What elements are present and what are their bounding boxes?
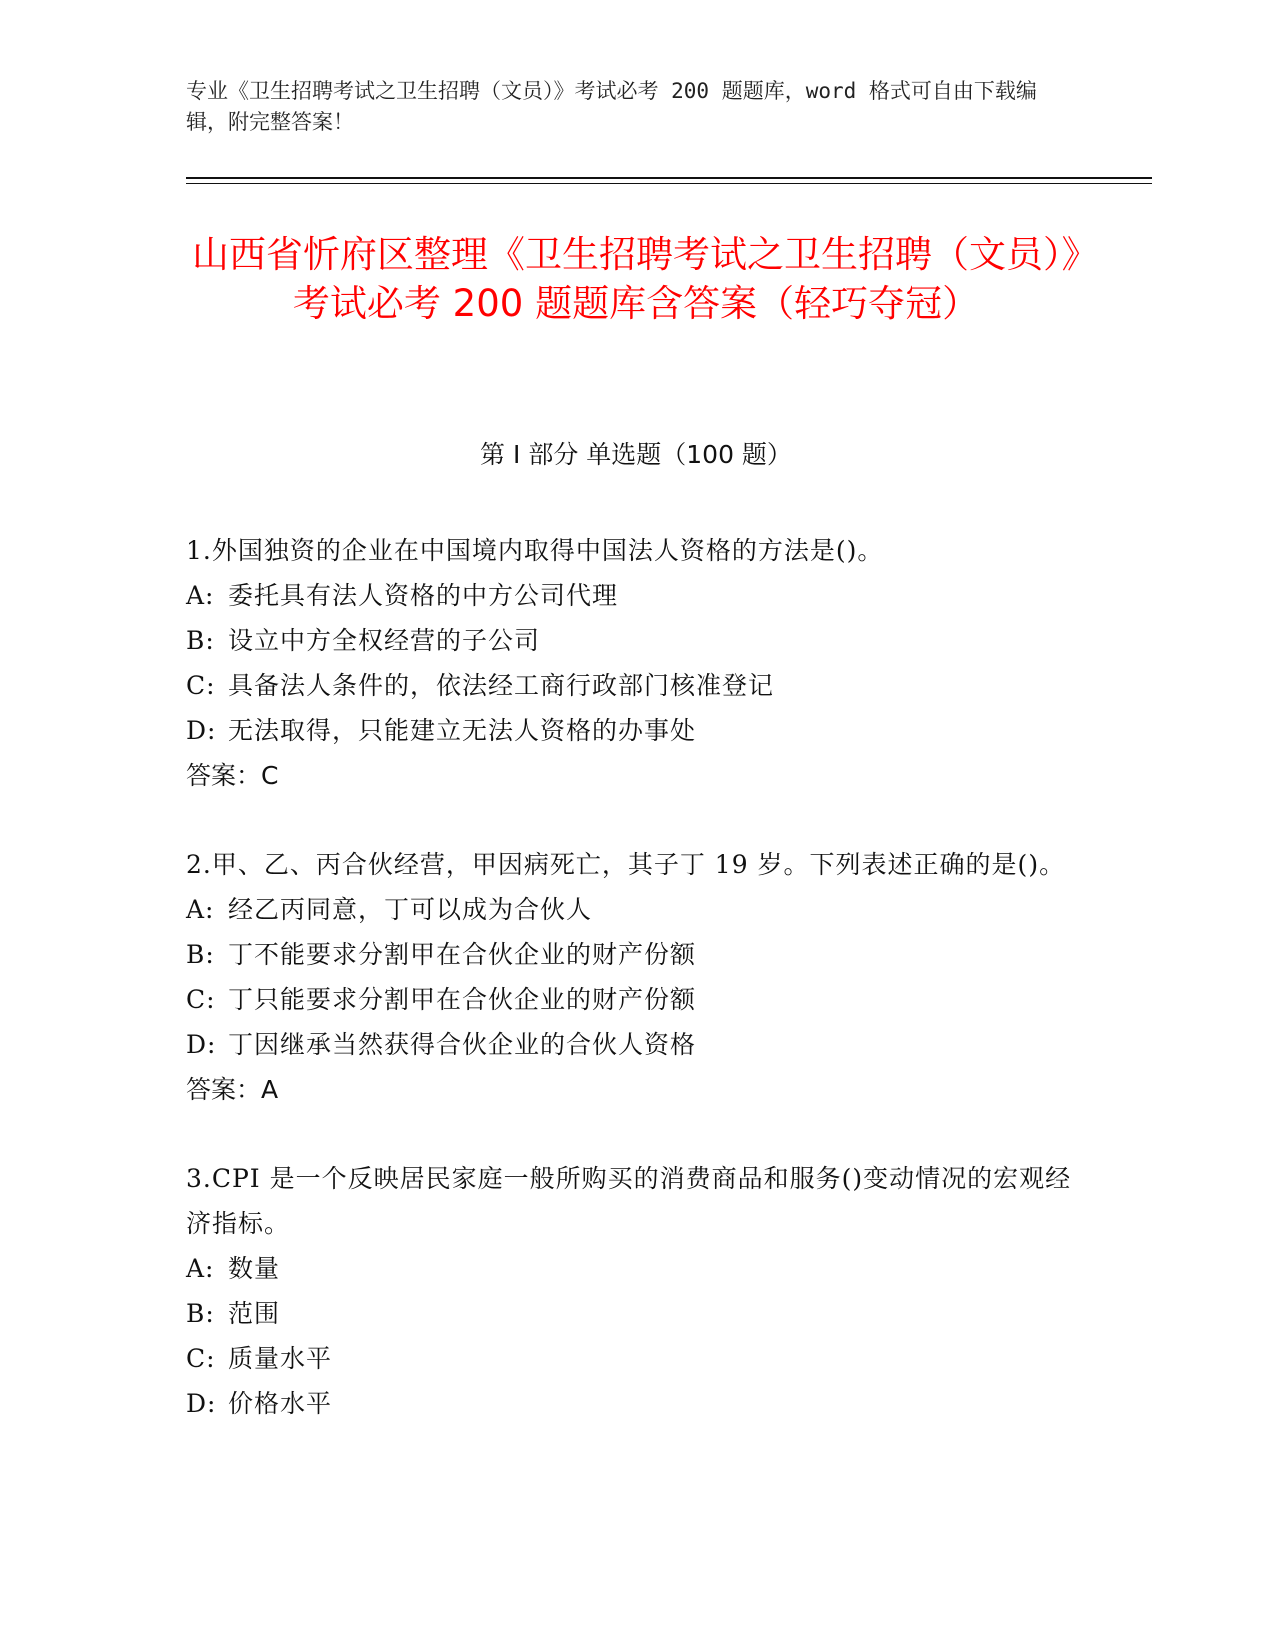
answer-line: 答案：C bbox=[186, 761, 279, 790]
option-b bbox=[186, 618, 1086, 663]
option-text: 具备法人条件的，依法经工商行政部门核准登记 bbox=[228, 671, 775, 700]
option-d bbox=[186, 1022, 1086, 1067]
option-text: 数量 bbox=[228, 1254, 281, 1283]
option-d bbox=[186, 1381, 1086, 1426]
option-text: 范围 bbox=[228, 1299, 281, 1328]
option-letter: A: bbox=[186, 1254, 215, 1283]
option-text: 质量水平 bbox=[228, 1344, 333, 1373]
option-b bbox=[186, 932, 1086, 977]
header-rule-thin bbox=[186, 183, 1152, 184]
option-letter: D: bbox=[186, 1389, 217, 1418]
option-letter: B: bbox=[186, 1299, 215, 1328]
option-letter: D: bbox=[186, 1030, 217, 1059]
option-letter: B: bbox=[186, 940, 215, 969]
question-stem: 3.CPI 是一个反映居民家庭一般所购买的消费商品和服务()变动情况的宏观经济指标。 bbox=[186, 1164, 1072, 1238]
option-text: 委托具有法人资格的中方公司代理 bbox=[228, 581, 619, 610]
option-a bbox=[186, 887, 1086, 932]
question-list bbox=[186, 528, 1086, 1470]
option-text: 丁只能要求分割甲在合伙企业的财产份额 bbox=[228, 985, 697, 1014]
question-1 bbox=[186, 528, 1086, 798]
option-letter: B: bbox=[186, 626, 215, 655]
option-text: 经乙丙同意，丁可以成为合伙人 bbox=[228, 895, 593, 924]
option-letter: D: bbox=[186, 716, 217, 745]
option-text: 设立中方全权经营的子公司 bbox=[228, 626, 541, 655]
option-c bbox=[186, 977, 1086, 1022]
option-letter: A: bbox=[186, 895, 215, 924]
option-a bbox=[186, 573, 1086, 618]
option-text: 无法取得，只能建立无法人资格的办事处 bbox=[228, 716, 697, 745]
option-letter: C: bbox=[186, 985, 216, 1014]
option-c bbox=[186, 663, 1086, 708]
question-stem: 1.外国独资的企业在中国境内取得中国法人资格的方法是()。 bbox=[186, 536, 884, 565]
option-text: 价格水平 bbox=[228, 1389, 333, 1418]
question-3 bbox=[186, 1156, 1086, 1426]
option-letter: C: bbox=[186, 1344, 216, 1373]
option-b bbox=[186, 1291, 1086, 1336]
option-a bbox=[186, 1246, 1086, 1291]
document-title: 山西省忻府区整理《卫生招聘考试之卫生招聘（文员）》考试必考 200 题题库含答案（轻巧夺冠） bbox=[192, 233, 1080, 325]
section-heading: 第 I 部分 单选题（100 题） bbox=[480, 440, 792, 469]
option-d bbox=[186, 708, 1086, 753]
option-letter: A: bbox=[186, 581, 215, 610]
answer-line: 答案：A bbox=[186, 1075, 279, 1104]
question-stem: 2.甲、乙、丙合伙经营，甲因病死亡，其子丁 19 岁。下列表述正确的是()。 bbox=[186, 850, 1066, 879]
option-text: 丁因继承当然获得合伙企业的合伙人资格 bbox=[228, 1030, 697, 1059]
option-c bbox=[186, 1336, 1086, 1381]
header-note: 专业《卫生招聘考试之卫生招聘（文员）》考试必考 200 题题库，word 格式可自由下载编辑，附完整答案！ bbox=[186, 79, 1037, 134]
header-rule-thick bbox=[186, 177, 1152, 179]
option-letter: C: bbox=[186, 671, 216, 700]
option-text: 丁不能要求分割甲在合伙企业的财产份额 bbox=[228, 940, 697, 969]
question-2 bbox=[186, 842, 1086, 1112]
